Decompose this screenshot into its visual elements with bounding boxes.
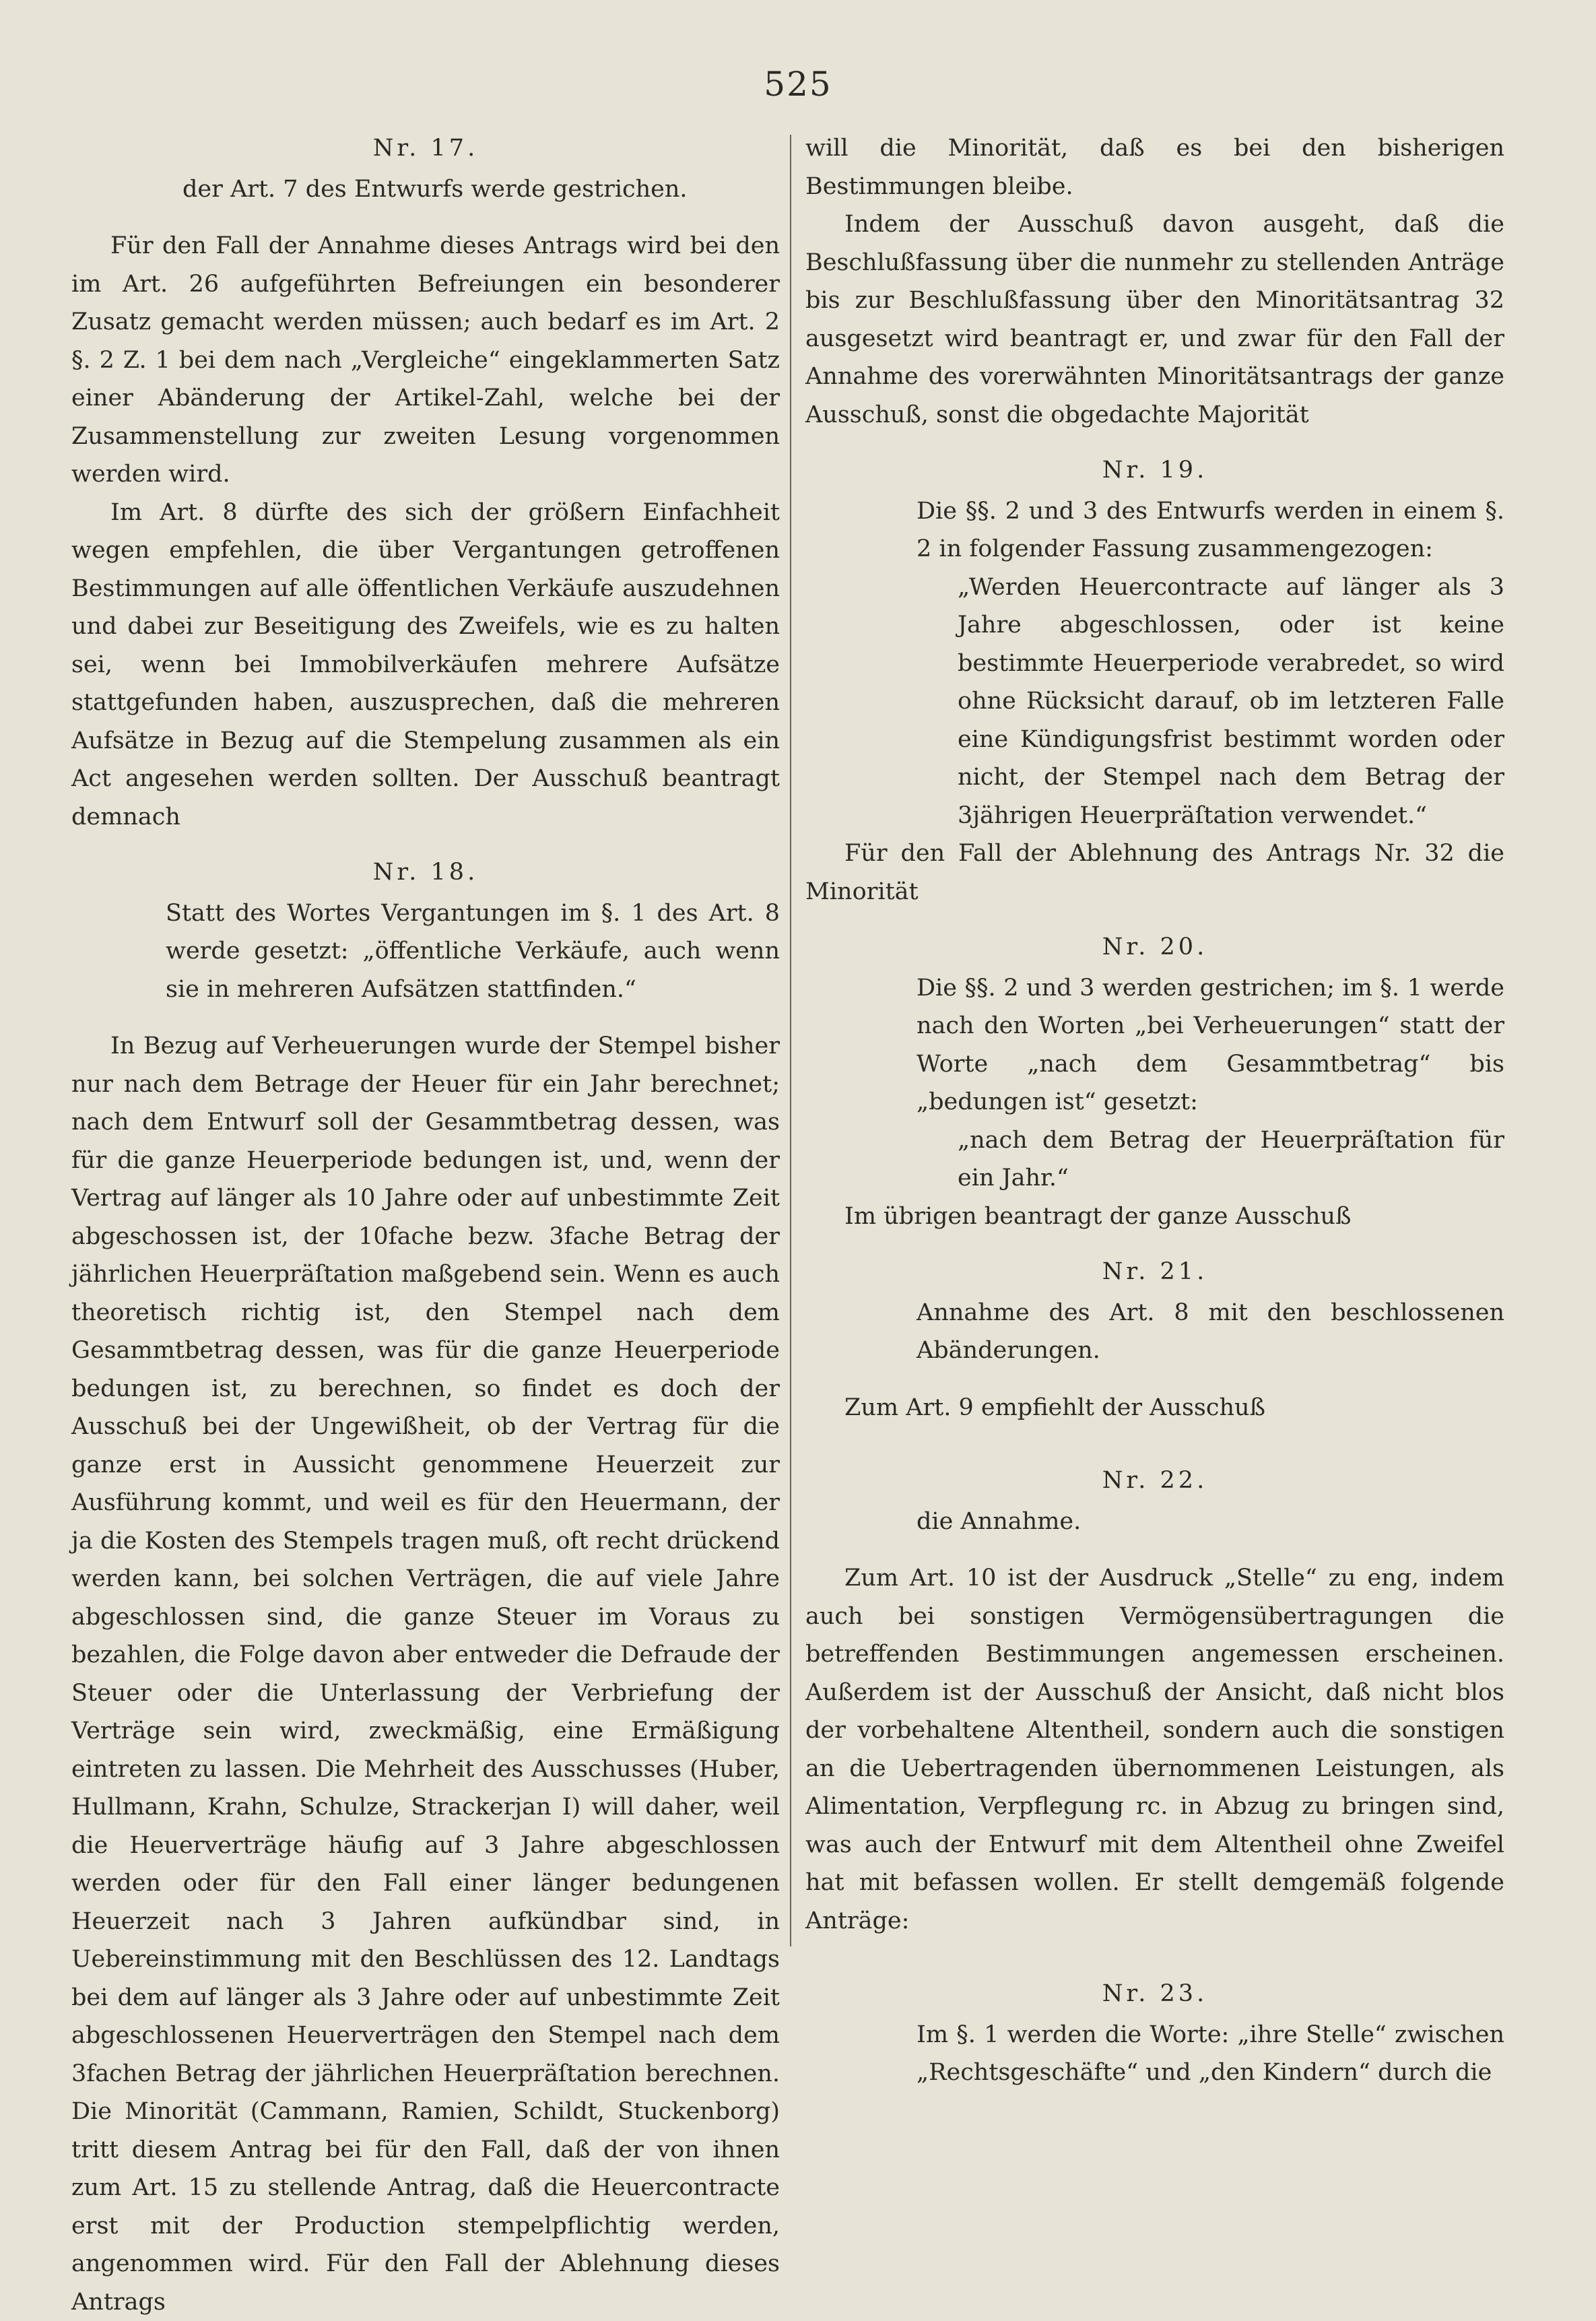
right-motion-text: Die §§. 2 und 3 werden gestrichen; im §. 1 werde nach den Worten „bei Verheuerungen“ statt der Worte „nach dem Gesammtbetrag“ bis „bedungen ist“ gesetzt: — [917, 974, 1504, 1115]
left-section-heading: Nr. 17. — [372, 135, 479, 162]
right-continued-paragraph: will die Minorität, daß es bei den bisherigen Bestimmungen bleibe. — [805, 135, 1504, 200]
right-quoted-wording: „nach dem Betrag der Heuerpräſtation für ein Jahr.“ — [958, 1126, 1504, 1191]
column-divider — [790, 135, 791, 1947]
right-column — [805, 129, 1504, 2092]
right-motion-text: Die §§. 2 und 3 des Entwurfs werden in einem §. 2 in folgender Fassung zusammengezogen: — [917, 497, 1504, 562]
right-paragraph: Für den Fall der Ablehnung des Antrags Nr. 32 die Minorität — [805, 840, 1504, 905]
right-paragraph: Zum Art. 10 ist der Ausdruck „Stelle“ zu eng, indem auch bei sonstigen Vermögensübertragungen die betreffenden Bestimmungen angemessen erscheinen. Außerdem ist der Ausschuß der Ansicht, daß nicht blos der vorbehaltene Altentheil, sondern auch die sonstigen an die Uebertragenden übernommenen Leistungen, als Alimentation, Verpflegung rc. in Abzug zu bringen sind, was auch der Entwurf mit dem Altentheil ohne Zweifel hat mit befassen wollen. Er stellt demgemäß folgende Anträge: — [805, 1565, 1504, 1934]
left-motion-text: Statt des Wortes Vergantungen im §. 1 des Art. 8 werde gesetzt: „öffentliche Verkäufe, auch wenn sie in mehreren Aufsätzen stattfinden.“ — [166, 899, 780, 1003]
left-paragraph: Im Art. 8 dürfte des sich der größern Einfachheit wegen empfehlen, die über Vergantungen getroffenen Bestimmungen auf alle öffentlichen Verkäufe auszudehnen und dabei zur Beseitigung des Zweifels, wie es zu halten sei, wenn bei Immobilverkäufen mehrere Aufsätze stattgefunden haben, auszusprechen, daß die mehreren Aufsätze in Bezug auf die Stempelung zusammen als ein Act angesehen werden sollten. Der Ausschuß beantragt demnach — [71, 498, 780, 830]
right-section-heading: Nr. 23. — [1102, 1980, 1208, 2007]
left-column — [71, 129, 780, 2321]
right-section-heading: Nr. 21. — [1102, 1258, 1208, 1285]
left-paragraph: Für den Fall der Annahme dieses Antrags wird bei den im Art. 26 aufgeführten Befreiungen ein besonderer Zusatz gemacht werden müssen; auch bedarf es im Art. 2 §. 2 Z. 1 bei dem nach „Vergleiche“ eingeklammerten Satz einer Abänderung der Artikel-Zahl, welche bei der Zusammenstellung zur zweiten Lesung vorgenommen werden wird. — [71, 232, 780, 488]
right-section-heading: Nr. 19. — [1102, 457, 1208, 484]
left-motion-text: der Art. 7 des Entwurfs werde gestrichen. — [182, 175, 688, 203]
right-motion-text: Annahme des Art. 8 mit den beschlossenen Abänderungen. — [917, 1299, 1504, 1364]
right-paragraph: Im übrigen beantragt der ganze Ausschuß — [844, 1202, 1352, 1230]
right-paragraph: Indem der Ausschuß davon ausgeht, daß die Beschlußfassung über die nunmehr zu stellenden Anträge bis zur Beschlußfassung über den Minoritätsantrag 32 ausgesetzt wird beantragt er, und zwar für den Fall der Annahme des vorerwähnten Minoritätsantrags der ganze Ausschuß, sonst die obgedachte Majorität — [805, 211, 1504, 428]
right-motion-text: die Annahme. — [917, 1507, 1082, 1535]
right-quoted-wording: „Werden Heuercontracte auf länger als 3 Jahre abgeschlossen, oder ist keine bestimmte Heuerperiode verabredet, so wird ohne Rücksicht darauf, ob im letzteren Falle eine Kündigungsfrist bestimmt worden oder nicht, der Stempel nach dem Betrag der 3jährigen Heuerpräſtation verwendet.“ — [958, 573, 1504, 829]
left-paragraph: In Bezug auf Verheuerungen wurde der Stempel bisher nur nach dem Betrage der Heuer für ein Jahr berechnet; nach dem Entwurf soll der Gesammtbetrag dessen, was für die ganze Heuerperiode bedungen ist, und, wenn der Vertrag auf länger als 10 Jahre oder auf unbestimmte Zeit abgeschossen ist, der 10fache bezw. 3fache Betrag der jährlichen Heuerpräſtation maßgebend sein. Wenn es auch theoretisch richtig ist, den Stempel nach dem Gesammtbetrag dessen, was für die ganze Heuerperiode bedungen ist, zu berechnen, so findet es doch der Ausschuß bei der Ungewißheit, ob der Vertrag für die ganze erst in Aussicht genommene Heuerzeit zur Ausführung kommt, und weil es für den Heuermann, der ja die Kosten des Stempels tragen muß, oft recht drückend werden kann, bei solchen Verträgen, die auf viele Jahre abgeschlossen sind, die ganze Steuer im Voraus zu bezahlen, die Folge davon aber entweder die Defraude der Steuer oder die Unterlassung der Verbriefung der Verträge sein wird, zweckmäßig, eine Ermäßigung eintreten zu lassen. Die Mehrheit des Ausschusses (Huber, Hullmann, Krahn, Schulze, Strackerjan I) will daher, weil die Heuerverträge häufig auf 3 Jahre abgeschlossen werden oder für den Fall einer länger bedungenen Heuerzeit nach 3 Jahren aufkündbar sind, in Uebereinstimmung mit den Beschlüssen des 12. Landtags bei dem auf länger als 3 Jahre oder auf unbestimmte Zeit abgeschlossenen Heuerverträgen den Stempel nach dem 3fachen Betrag der jährlichen Heuerpräſtation berechnen. Die Minorität (Cammann, Ramien, Schildt, Stuckenborg) tritt diesem Antrag bei für den Fall, daß der von ihnen zum Art. 15 zu stellende Antrag, daß die Heuercontracte erst mit der Production stempelpflichtig werden, angenommen wird. Für den Fall der Ablehnung dieses Antrags — [71, 1033, 780, 2316]
right-motion-text: Im §. 1 werden die Worte: „ihre Stelle“ zwischen „Rechtsgeschäfte“ und „den Kindern“ durch die — [917, 2021, 1504, 2086]
left-section-heading: Nr. 18. — [372, 859, 479, 886]
right-section-heading: Nr. 20. — [1102, 934, 1208, 960]
right-paragraph: Zum Art. 9 empfiehlt der Ausschuß — [844, 1394, 1265, 1421]
right-section-heading: Nr. 22. — [1102, 1467, 1208, 1494]
page-number: 525 — [764, 65, 832, 104]
